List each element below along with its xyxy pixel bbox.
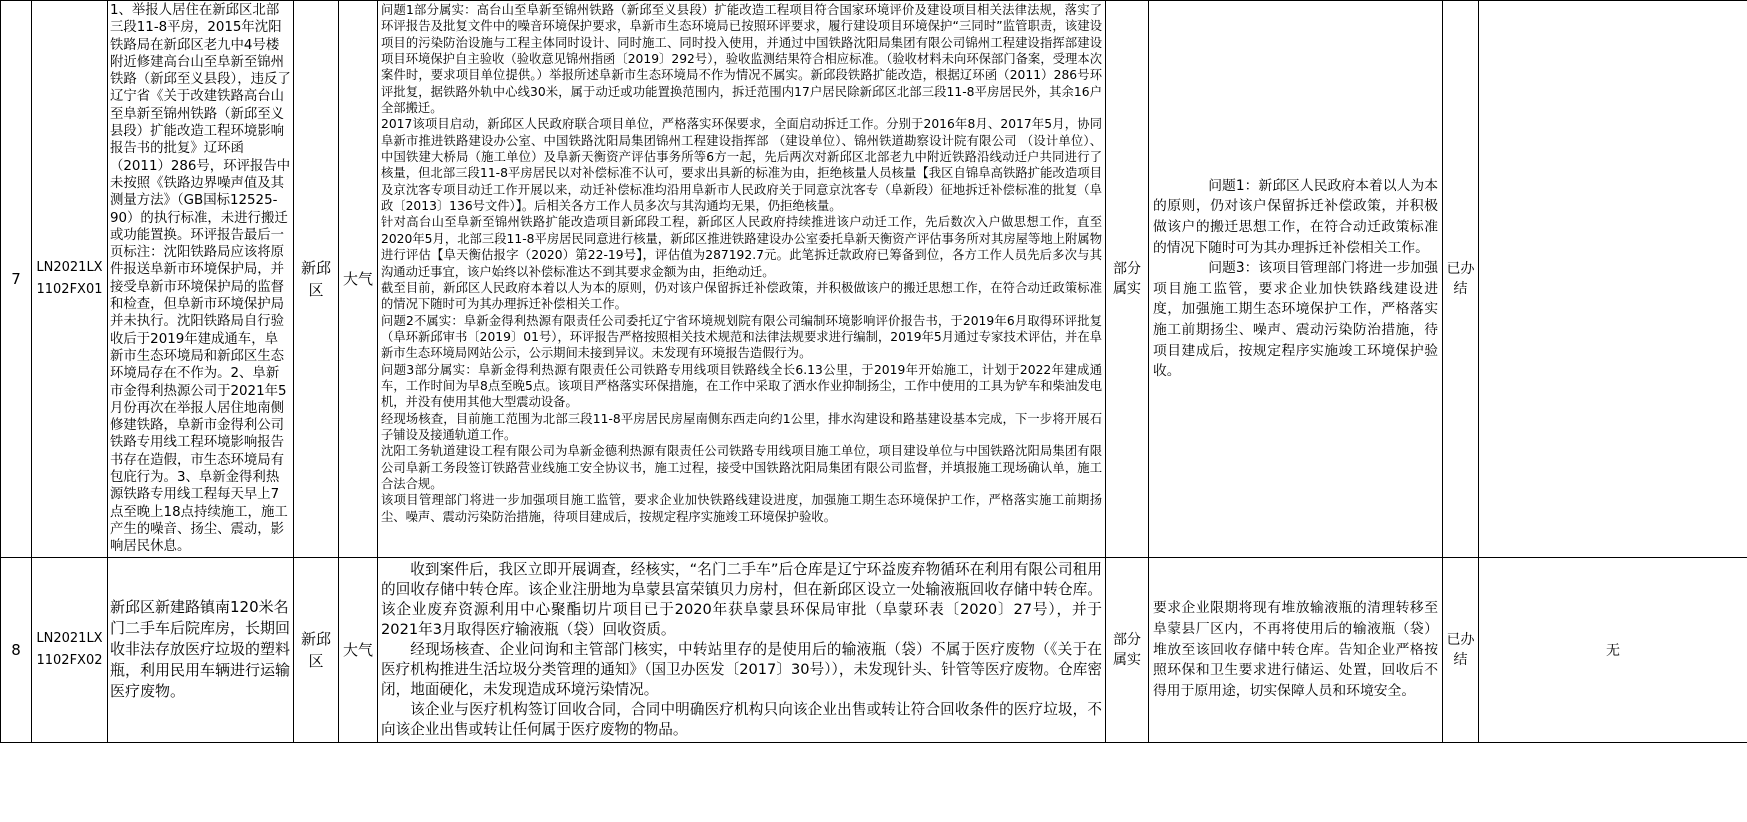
investigation-details: 问题1部分属实：高台山至阜新至锦州铁路（新邱至义县段）扩能改造工程项目符合国家环境评价及建设项目相关法律法规，落实了环评报告及批复文件中的噪音环境保护要求，阜新市生态环境局已按照环评要求，履行建设项目环境保护“三同时”监管职责，该建设项目的污染防治设施与工程主体同时设计、同时施工、同时投入使用，并通过中国铁路沈阳局集团有限公司锦州工程建设指挥部建设项目环境保护自主验收（验收意见锦州指函〔2019〕292号），验收监测结果符合相应标准。（验收材料未向环保部门备案，受理本次案件时，要求项目单位提供。）举报所述阜新市生态环境局不作为情况不属实。新邱段铁路扩能改造，根据辽环函（2011）286号环评批复，据铁路外轨中心线30米，属于动迁或功能置换范围内，拆迁范围内17户居民除新邱区北部三段11-8平房居民外，其余16户全部搬迁。 2017该项目启动，新邱区人民政府联合项目单位，严格落实环保要求，全面启动拆迁工作。分别于2016年8月、2017年5月，协同阜新市推进铁路建设办公室、中国铁路沈阳局集团锦州工程建设指挥部 （建设单位）、锦州铁道勘察设计院有限公司 （设计单位）、中国铁建大桥局（施工单位）及阜新天衡资产评估事务所等6方一起，先后两次对新邱区北部老九中附近铁路沿线动迁户共同进行了核量，但北部三段11-8平房居民以对补偿标准不认可，要求出具新的标准为由，拒绝核量人员核量【我区自锦阜高铁路扩能改造项目及京沈客专项目动迁工作开展以来，动迁补偿标准均沿用阜新市人民政府关于同意京沈客专（阜新段）征地拆迁补偿标准的批复（阜政〔2013〕136号文件）】。后相关各方工作人员多次与其沟通均无果，仍拒绝核量。 针对高台山至阜新至锦州铁路扩能改造项目新邱段工程，新邱区人民政府持续推进该户动迁工作，先后数次入户做思想工作，直至2020年5月，北部三段11-8平房居民同意进行核量，新邱区推进铁路建设办公室委托阜新天衡资产评估事务所对其房屋等地上附属物进行评估【阜天衡估报字（2020）第22-19号】，评估值为287192.7元。此笔拆迁款政府已筹备到位，各方工作人员先后多次与其沟通动迁事宜，该户始终以补偿标准达不到其要求金额为由，拒绝动迁。 截至目前，新邱区人民政府本着以人为本的原则，仍对该户保留拆迁补偿政策，并积极做该户的搬迁思想工作，在符合动迁政策标准的情况下随时可为其办理拆迁补偿相关工作。 问题2不属实：阜新金得利热源有限责任公司委托辽宁省环境规划院有限公司编制环境影响评价报告书，于2019年6月取得环评批复（阜环新邱审书〔2019〕01号），环评报告严格按照相关技术规范和法律法规要求进行编制，2019年5月通过专家技术评估，并在阜新市生态环境局网站公示，公示期间未接到异议。未发现有环境报告造假行为。 问题3部分属实：阜新金得利热源有限责任公司铁路专用线项目铁路线全长6.13公里，于2019年开始施工，计划于2022年建成通车，工作时间为早8点至晚5点。该项目严格落实环保措施，在工作中采取了洒水作业抑制扬尘，工作中使用的工具为铲车和柴油发电机，并没有使用其他大型震动设备。 经现场核查，目前施工范围为北部三段11-8平房居民房屋南侧东西走向约1公里，排水沟建设和路基建设基本完成，下一步将开展石子铺设及接通轨道工作。 沈阳工务轨道建设工程有限公司为阜新金德利热源有限责任公司铁路专用线项目施工单位，项目建设单位与中国铁路沈阳局集团有限公司阜新工务段签订铁路营业线施工安全协议书，施工过程，接受中国铁路沈阳局集团有限公司监督，并填报施工现场确认单，施工合法合规。 该项目管理部门将进一步加强项目施工监管，要求企业加快铁路线建设进度，加强施工期生态环境保护工作，严格落实施工前期扬尘、噪声、震动污染防治措施，待项目建成后，按规定程序实施竣工环境保护验收。 — [378, 1, 1106, 558]
table-row[interactable] — [1, 557, 1747, 743]
row-index: 7 — [1, 1, 32, 558]
admin-area: 新邱 区 — [294, 1, 339, 558]
admin-area: 新邱 区 — [294, 557, 339, 743]
pollution-type: 大气 — [339, 557, 378, 743]
verdict: 部分 属实 — [1106, 557, 1149, 743]
report-content: 1、举报人居住在新邱区北部三段11-8平房，2015年沈阳铁路局在新邱区老九中4号楼附近修建高台山至阜新至锦州铁路（新邱至义县段），违反了辽宁省《关于改建铁路高台山至阜新至锦州铁路（新邱至义县段）扩能改造工程环境影响报告书的批复》辽环函（2011）286号，环评报告中未按照《铁路边界噪声值及其测量方法》（GB国标12525-90）的执行标准，未进行搬迁或功能置换。环评报告最后一页标注：沈阳铁路局应该将原件报送阜新市环境保护局，并接受阜新市环境保护局的监督和检查，但阜新市环境保护局并未执行。沈阳铁路局自行验收后于2019年建成通车，阜新市生态环境局和新邱区生态环境局存在不作为。2、阜新市金得利热源公司于2021年5月份再次在举报人居住地南侧修建铁路，阜新市金得利公司铁路专用线工程环境影响报告书存在造假，市生态环境局有包庇行为。3、阜新金得利热源铁路专用线工程每天早上7点至晚上18点持续施工，施工产生的噪音、扬尘、震动，影响居民休息。 — [108, 1, 294, 558]
accountability — [1479, 1, 1747, 558]
investigation-details: 收到案件后，我区立即开展调查，经核实，“名门二手车”后仓库是辽宁环益废弃物循环在利用有限公司租用的回收存储中转仓库。该企业注册地为阜蒙县富荣镇贝力房村，但在新邱区设立一处输液瓶回收存储中转仓库。该企业废弃资源利用中心聚酯切片项目已于2020年获阜蒙县环保局审批（阜蒙环表〔2020〕27号），并于2021年3月取得医疗输液瓶（袋）回收资质。 经现场核查、企业问询和主管部门核实，中转站里存的是使用后的输液瓶（袋）不属于医疗废物（《关于在医疗机构推进生活垃圾分类管理的通知》（国卫办医发〔2017〕30号）），未发现针头、针管等医疗废物。仓库密闭，地面硬化，未发现造成环境污染情况。 该企业与医疗机构签订回收合同，合同中明确医疗机构只向该企业出售或转让符合回收条件的医疗垃圾，不向该企业出售或转让任何属于医疗废物的物品。 — [378, 557, 1106, 743]
rectification-measures: 要求企业限期将现有堆放输液瓶的清理转移至阜蒙县厂区内，不再将使用后的输液瓶（袋）堆放至该回收存储中转仓库。告知企业严格按照环保和卫生要求进行储运、处置，回收后不得用于原用途，切实保障人员和环境安全。 — [1149, 557, 1443, 743]
case-code: LN2021LX 1102FX02 — [32, 557, 108, 743]
row-index: 8 — [1, 557, 32, 743]
rectification-measures: 问题1：新邱区人民政府本着以人为本的原则，仍对该户保留拆迁补偿政策，并积极做该户的搬迁思想工作，在符合动迁政策标准的情况下随时可为其办理拆迁补偿相关工作。 问题3：该项目管理部门将进一步加强项目施工监管，要求企业加快铁路线建设进度，加强施工期生态环境保护工作，严格落实施工前期扬尘、噪声、震动污染防治措施，待项目建成后，按规定程序实施竣工环境保护验收。 — [1149, 1, 1443, 558]
status: 已办 结 — [1443, 1, 1479, 558]
report-content: 新邱区新建路镇南120米名门二手车后院库房，长期回收非法存放医疗垃圾的塑料瓶，利用民用车辆进行运输医疗废物。 — [108, 557, 294, 743]
case-code: LN2021LX 1102FX01 — [32, 1, 108, 558]
verdict: 部分 属实 — [1106, 1, 1149, 558]
table-row[interactable] — [1, 1, 1747, 558]
pollution-type: 大气 — [339, 1, 378, 558]
status: 已办 结 — [1443, 557, 1479, 743]
accountability: 无 — [1479, 557, 1747, 743]
